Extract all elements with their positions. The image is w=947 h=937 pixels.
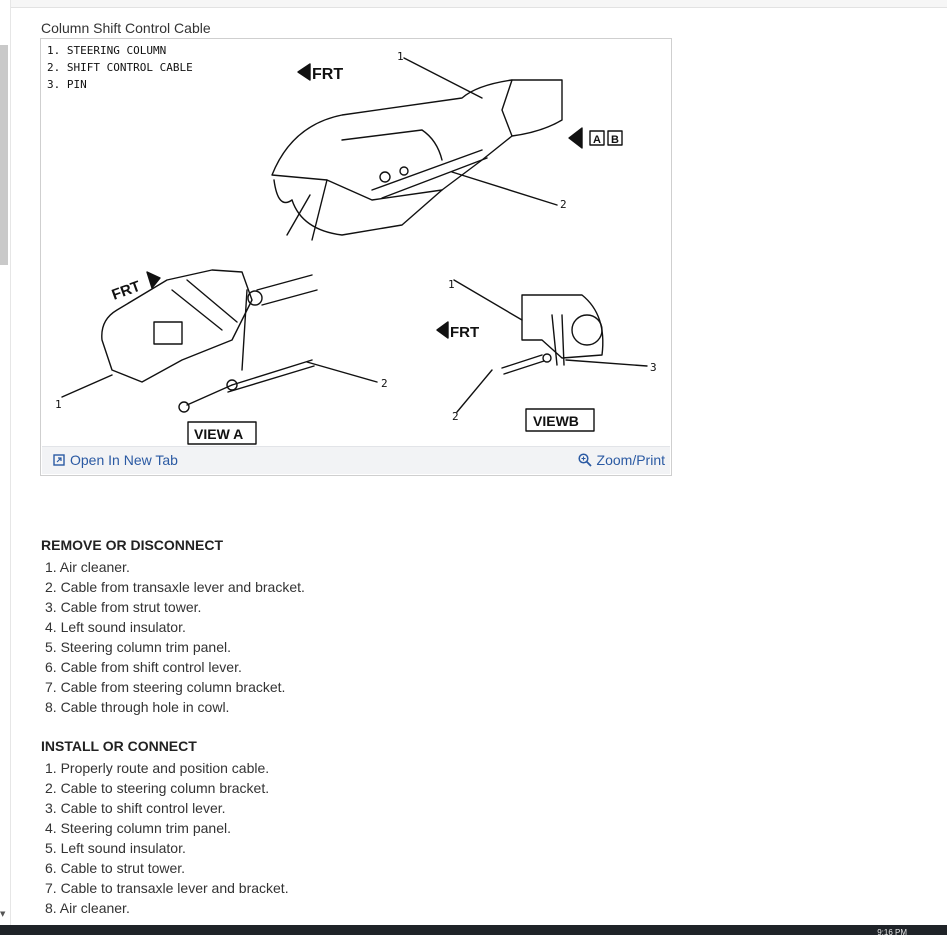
callout-1-top: 1 xyxy=(397,50,404,63)
box-b-label: B xyxy=(611,134,619,146)
frt-label-view-b: FRT xyxy=(450,324,480,341)
open-new-tab-icon xyxy=(53,454,65,466)
zoom-print-link[interactable] xyxy=(578,452,665,468)
remove-steps-list xyxy=(41,557,305,717)
list-item: 6. Cable from shift control lever. xyxy=(45,659,242,675)
diagram-figure xyxy=(40,38,672,476)
install-section xyxy=(41,738,289,918)
list-item: 5. Left sound insulator. xyxy=(45,840,186,856)
taskbar-clock[interactable]: 9:16 PM xyxy=(877,928,907,937)
callout-1-view-a: 1 xyxy=(55,398,62,411)
scrollbar-thumb[interactable] xyxy=(0,45,8,265)
list-item: 7. Cable from steering column bracket. xyxy=(45,679,286,695)
diagram-legend xyxy=(47,42,193,93)
left-scrollbar[interactable] xyxy=(0,0,11,935)
zoom-print-label: Zoom/Print xyxy=(596,452,665,468)
frt-label-top: FRT xyxy=(312,66,344,83)
callout-2-view-a: 2 xyxy=(381,377,388,390)
list-item: 2. Cable to steering column bracket. xyxy=(45,780,270,796)
legend-item: 1. STEERING COLUMN xyxy=(47,44,167,57)
list-item: 2. Cable from transaxle lever and bracket. xyxy=(45,579,305,595)
list-item: 8. Air cleaner. xyxy=(45,900,130,916)
install-heading: INSTALL OR CONNECT xyxy=(41,738,197,754)
remove-heading: REMOVE OR DISCONNECT xyxy=(41,537,224,553)
callout-1-view-b: 1 xyxy=(448,278,455,291)
box-a-label: A xyxy=(593,134,601,146)
list-item: 1. Air cleaner. xyxy=(45,559,130,575)
view-a-label: VIEW A xyxy=(194,426,244,442)
list-item: 1. Properly route and position cable. xyxy=(45,760,270,776)
list-item: 5. Steering column trim panel. xyxy=(45,639,231,655)
list-item: 8. Cable through hole in cowl. xyxy=(45,699,230,715)
callout-3-view-b: 3 xyxy=(650,361,657,374)
view-b-label: VIEWB xyxy=(533,413,579,429)
list-item: 4. Steering column trim panel. xyxy=(45,820,231,836)
list-item: 7. Cable to transaxle lever and bracket. xyxy=(45,880,289,896)
legend-item: 3. PIN xyxy=(47,78,87,91)
list-item: 6. Cable to strut tower. xyxy=(45,860,186,876)
figure-action-bar xyxy=(42,446,670,474)
frt-label-view-a: FRT xyxy=(109,277,143,304)
shift-cable-diagram xyxy=(42,40,671,448)
top-toolbar-edge xyxy=(0,0,947,8)
open-in-new-tab-link[interactable] xyxy=(53,452,178,468)
os-taskbar xyxy=(0,925,947,935)
legend-item: 2. SHIFT CONTROL CABLE xyxy=(47,61,193,74)
magnifier-icon xyxy=(578,453,592,467)
open-in-new-tab-label: Open In New Tab xyxy=(70,452,178,468)
list-item: 3. Cable to shift control lever. xyxy=(45,800,226,816)
list-item: 3. Cable from strut tower. xyxy=(45,599,202,615)
list-item: 4. Left sound insulator. xyxy=(45,619,186,635)
figure-title: Column Shift Control Cable xyxy=(41,20,211,36)
install-steps-list xyxy=(41,758,289,918)
callout-2-view-b: 2 xyxy=(452,410,459,423)
remove-section xyxy=(41,537,305,717)
scroll-down-arrow-icon[interactable]: ▼ xyxy=(0,910,6,918)
callout-2-top: 2 xyxy=(560,198,567,211)
